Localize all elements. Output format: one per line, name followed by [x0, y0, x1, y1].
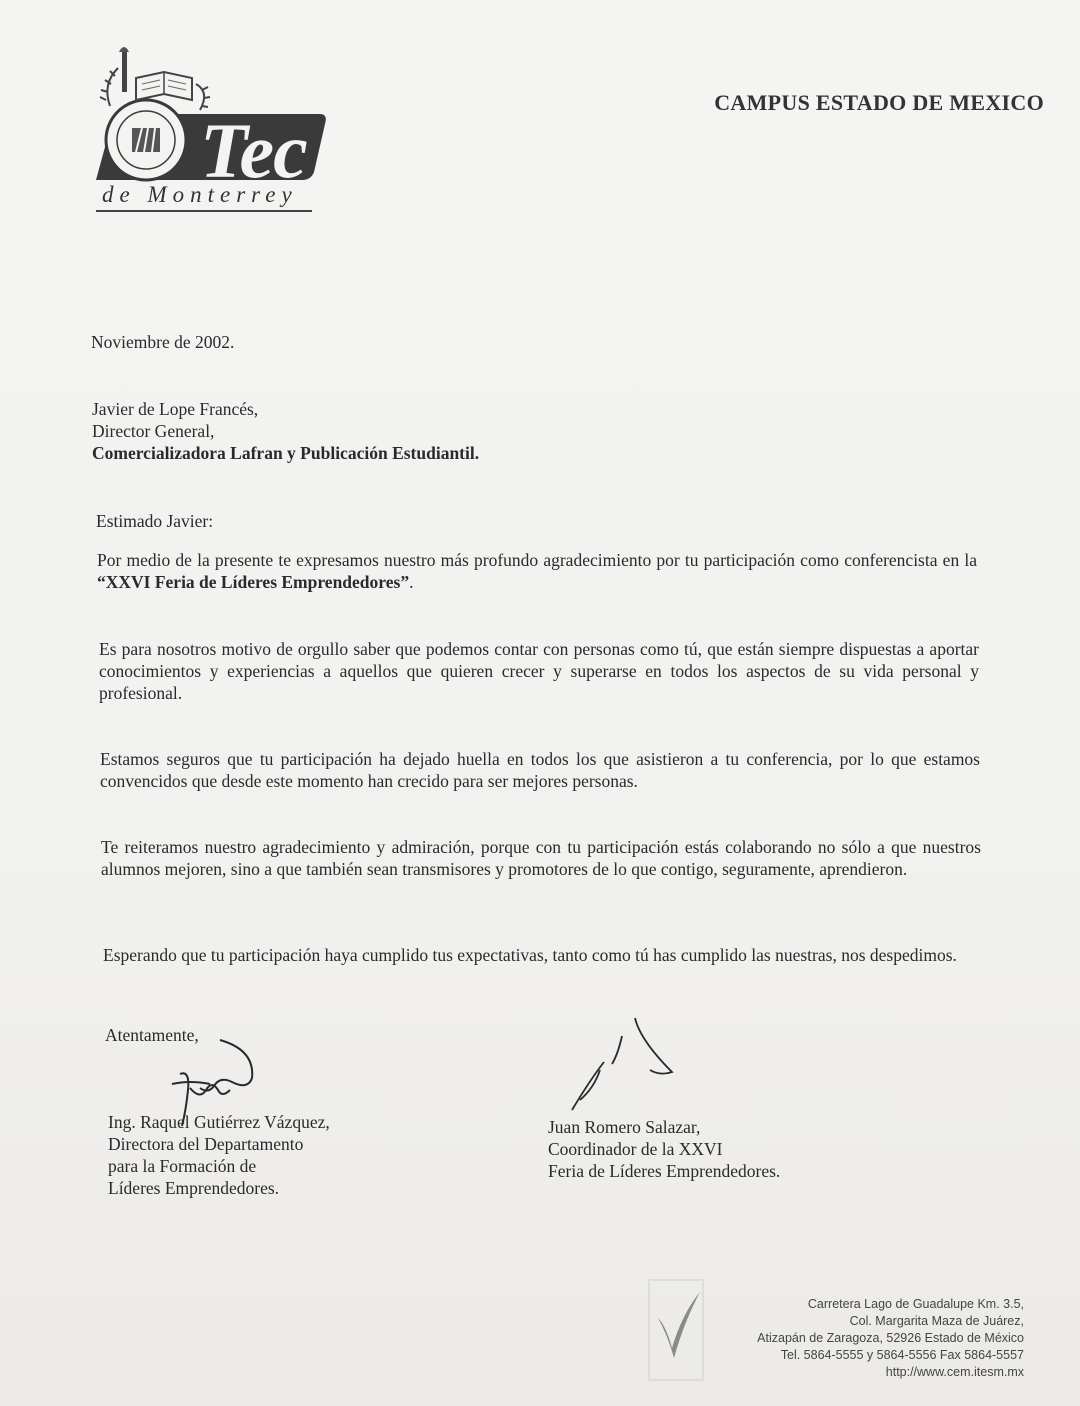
footer-url: http://www.cem.itesm.mx — [885, 1365, 1024, 1379]
recipient-title: Director General, — [92, 421, 215, 441]
footer-address-line-2: Col. Margarita Maza de Juárez, — [849, 1314, 1024, 1328]
footer-check-icon — [648, 1278, 704, 1382]
signatory-right — [548, 1116, 780, 1182]
paragraph-4: Te reiteramos nuestro agradecimiento y admiración, porque con tu participación estás colaborando no sólo a que nuestros alumnos mejoren, sino a que también sean transmisores y promotores de lo que contigo, seguramente, aprendieron. — [101, 837, 981, 879]
paragraph-1-end: . — [409, 572, 414, 592]
greeting: Estimado Javier: — [96, 511, 214, 531]
paragraph-1-text: Por medio de la presente te expresamos nuestro más profundo agradecimiento por tu participación como conferencista en la — [97, 550, 977, 570]
tec-monterrey-logo — [92, 44, 332, 214]
footer-phone: Tel. 5864-5555 y 5864-5556 Fax 5864-5557 — [780, 1348, 1024, 1362]
signatory-right-role: Coordinador de la XXVI — [548, 1139, 723, 1159]
paragraph-5: Esperando que tu participación haya cumplido tus expectativas, tanto como tú has cumplido las nuestras, nos despedimos. — [103, 945, 957, 965]
campus-heading: CAMPUS ESTADO DE MEXICO — [714, 90, 1044, 115]
footer-address — [757, 1296, 1024, 1381]
letter-date: Noviembre de 2002. — [91, 332, 235, 352]
signatory-right-role-2: Feria de Líderes Emprendedores. — [548, 1161, 781, 1181]
signatory-left-role-3: Líderes Emprendedores. — [108, 1178, 280, 1198]
footer-address-line-1: Carretera Lago de Guadalupe Km. 3.5, — [807, 1297, 1024, 1311]
logo-subtitle: de Monterrey — [102, 182, 298, 207]
signatory-left — [108, 1111, 330, 1199]
closing: Atentamente, — [105, 1025, 199, 1045]
signatory-right-name: Juan Romero Salazar, — [548, 1117, 701, 1137]
signatory-left-role: Directora del Departamento — [108, 1134, 304, 1154]
paragraph-1 — [97, 549, 977, 593]
paragraph-3: Estamos seguros que tu participación ha dejado huella en todos los que asistieron a tu conferencia, por lo que estamos convencidos que desde este momento han crecido para ser mejores personas. — [100, 749, 980, 791]
logo-wordmark: Tec — [200, 107, 307, 194]
recipient-name: Javier de Lope Francés, — [92, 399, 259, 419]
logo-underline — [96, 210, 312, 212]
footer-address-line-3: Atizapán de Zaragoza, 52926 Estado de México — [757, 1331, 1024, 1345]
paragraph-2: Es para nosotros motivo de orgullo saber que podemos contar con personas como tú, que están siempre dispuestas a aportar conocimientos y experiencias a aquellos que quieren crecer y superarse en todos los aspectos de su vida personal y profesional. — [99, 639, 979, 703]
signatory-left-name: Ing. Raquel Gutiérrez Vázquez, — [108, 1112, 330, 1132]
recipient-company: Comercializadora Lafran y Publicación Estudiantil. — [92, 443, 480, 463]
signatory-left-role-2: para la Formación de — [108, 1156, 257, 1176]
recipient-block — [92, 398, 479, 464]
event-name: “XXVI Feria de Líderes Emprendedores” — [97, 572, 410, 592]
signature-right — [560, 1010, 690, 1120]
